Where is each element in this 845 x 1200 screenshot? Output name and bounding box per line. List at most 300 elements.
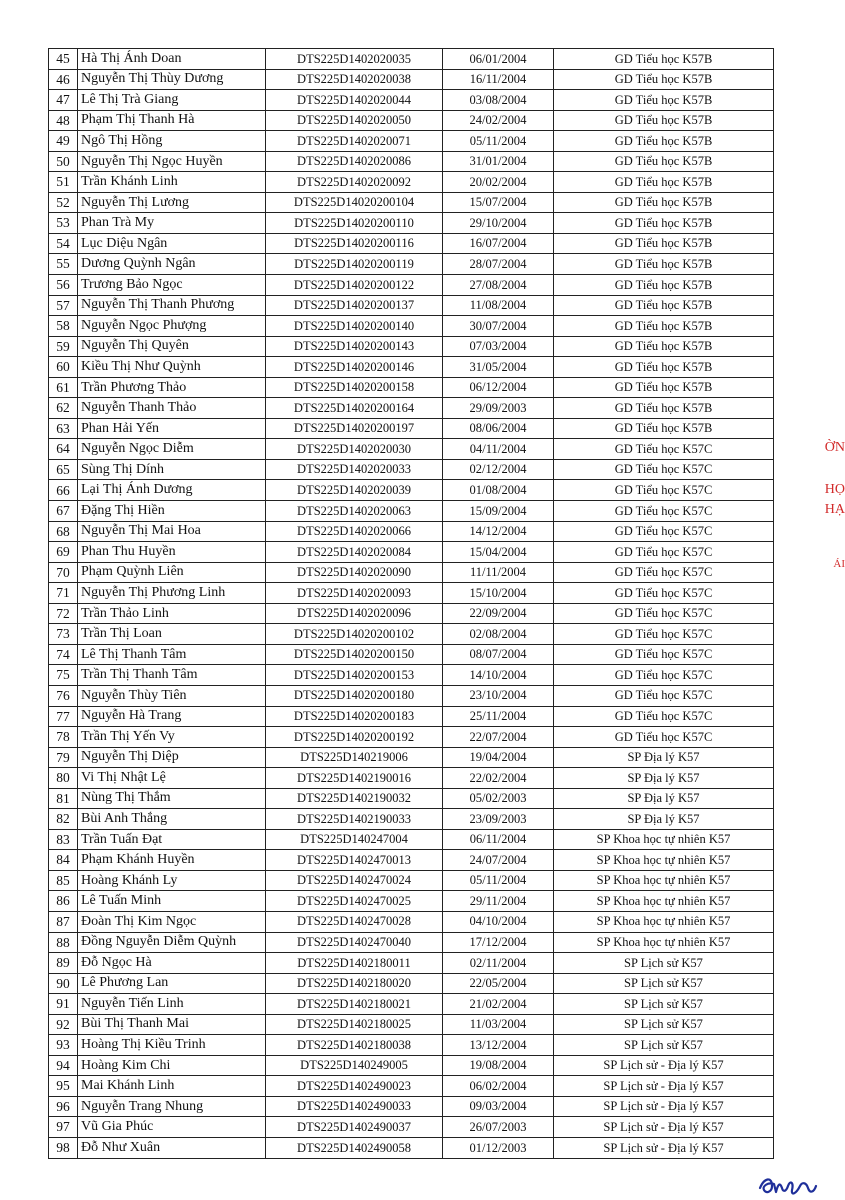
- table-row: [49, 151, 774, 172]
- student-code-cell: DTS225D14020200146: [266, 357, 443, 378]
- student-code-cell: DTS225D1402490033: [266, 1096, 443, 1117]
- birth-date-cell: 17/12/2004: [443, 932, 554, 953]
- student-name-cell: Nùng Thị Thắm: [78, 788, 266, 809]
- stt-cell: 57: [49, 295, 78, 316]
- student-name-cell: Nguyễn Thùy Tiên: [78, 685, 266, 706]
- student-name-cell: Lê Phương Lan: [78, 973, 266, 994]
- class-cell: SP Địa lý K57: [554, 768, 774, 789]
- table-row: [49, 747, 774, 768]
- seal-text-4: ÁI: [833, 558, 845, 570]
- stt-cell: 80: [49, 768, 78, 789]
- student-name-cell: Lê Tuấn Minh: [78, 891, 266, 912]
- table-row: [49, 911, 774, 932]
- student-code-cell: DTS225D1402020066: [266, 521, 443, 542]
- birth-date-cell: 24/07/2004: [443, 850, 554, 871]
- stt-cell: 82: [49, 809, 78, 830]
- stt-cell: 73: [49, 624, 78, 645]
- student-list-table: [48, 48, 774, 1159]
- stt-cell: 75: [49, 665, 78, 686]
- student-name-cell: Nguyễn Thị Thanh Phương: [78, 295, 266, 316]
- birth-date-cell: 05/11/2004: [443, 870, 554, 891]
- stt-cell: 86: [49, 891, 78, 912]
- student-code-cell: DTS225D1402180020: [266, 973, 443, 994]
- stt-cell: 84: [49, 850, 78, 871]
- birth-date-cell: 29/11/2004: [443, 891, 554, 912]
- class-cell: GD Tiểu học K57C: [554, 665, 774, 686]
- birth-date-cell: 16/11/2004: [443, 69, 554, 90]
- table-row: [49, 1117, 774, 1138]
- table-row: [49, 788, 774, 809]
- stt-cell: 65: [49, 459, 78, 480]
- student-name-cell: Nguyễn Hà Trang: [78, 706, 266, 727]
- stt-cell: 95: [49, 1076, 78, 1097]
- class-cell: GD Tiểu học K57C: [554, 521, 774, 542]
- stt-cell: 74: [49, 644, 78, 665]
- stt-cell: 45: [49, 49, 78, 70]
- student-name-cell: Đặng Thị Hiền: [78, 501, 266, 522]
- table-row: [49, 829, 774, 850]
- birth-date-cell: 06/11/2004: [443, 829, 554, 850]
- student-code-cell: DTS225D1402470028: [266, 911, 443, 932]
- student-code-cell: DTS225D1402020050: [266, 110, 443, 131]
- student-name-cell: Nguyễn Ngọc Diễm: [78, 439, 266, 460]
- student-name-cell: Nguyễn Trang Nhung: [78, 1096, 266, 1117]
- student-code-cell: DTS225D1402190032: [266, 788, 443, 809]
- table-row: [49, 233, 774, 254]
- stt-cell: 81: [49, 788, 78, 809]
- class-cell: SP Lịch sử K57: [554, 953, 774, 974]
- student-name-cell: Hoàng Thị Kiều Trinh: [78, 1035, 266, 1056]
- student-name-cell: Bùi Anh Thắng: [78, 809, 266, 830]
- table-row: [49, 192, 774, 213]
- class-cell: GD Tiểu học K57B: [554, 172, 774, 193]
- stt-cell: 59: [49, 336, 78, 357]
- birth-date-cell: 29/09/2003: [443, 398, 554, 419]
- student-code-cell: DTS225D1402180025: [266, 1014, 443, 1035]
- student-name-cell: Kiều Thị Như Quỳnh: [78, 357, 266, 378]
- student-code-cell: DTS225D14020200102: [266, 624, 443, 645]
- birth-date-cell: 02/11/2004: [443, 953, 554, 974]
- student-name-cell: Mai Khánh Linh: [78, 1076, 266, 1097]
- class-cell: GD Tiểu học K57C: [554, 727, 774, 748]
- stt-cell: 83: [49, 829, 78, 850]
- table-row: [49, 870, 774, 891]
- birth-date-cell: 13/12/2004: [443, 1035, 554, 1056]
- class-cell: GD Tiểu học K57C: [554, 439, 774, 460]
- stt-cell: 60: [49, 357, 78, 378]
- student-code-cell: DTS225D1402180011: [266, 953, 443, 974]
- table-row: [49, 624, 774, 645]
- class-cell: SP Khoa học tự nhiên K57: [554, 850, 774, 871]
- class-cell: GD Tiểu học K57C: [554, 583, 774, 604]
- class-cell: SP Địa lý K57: [554, 747, 774, 768]
- stt-cell: 54: [49, 233, 78, 254]
- class-cell: GD Tiểu học K57C: [554, 706, 774, 727]
- class-cell: SP Khoa học tự nhiên K57: [554, 891, 774, 912]
- class-cell: GD Tiểu học K57C: [554, 644, 774, 665]
- student-code-cell: DTS225D14020200122: [266, 275, 443, 296]
- student-code-cell: DTS225D1402020096: [266, 603, 443, 624]
- student-name-cell: Đỗ Ngọc Hà: [78, 953, 266, 974]
- table-row: [49, 172, 774, 193]
- table-row: [49, 254, 774, 275]
- class-cell: GD Tiểu học K57B: [554, 131, 774, 152]
- class-cell: SP Khoa học tự nhiên K57: [554, 932, 774, 953]
- student-code-cell: DTS225D1402020090: [266, 562, 443, 583]
- seal-text-2: HỌ: [824, 482, 845, 497]
- class-cell: GD Tiểu học K57B: [554, 418, 774, 439]
- table-row: [49, 1014, 774, 1035]
- stt-cell: 91: [49, 994, 78, 1015]
- student-name-cell: Hoàng Khánh Ly: [78, 870, 266, 891]
- table-row: [49, 521, 774, 542]
- class-cell: GD Tiểu học K57B: [554, 336, 774, 357]
- stt-cell: 68: [49, 521, 78, 542]
- birth-date-cell: 24/02/2004: [443, 110, 554, 131]
- student-name-cell: Lại Thị Ánh Dương: [78, 480, 266, 501]
- student-code-cell: DTS225D1402470040: [266, 932, 443, 953]
- student-name-cell: Nguyễn Thị Phương Linh: [78, 583, 266, 604]
- birth-date-cell: 08/07/2004: [443, 644, 554, 665]
- table-row: [49, 994, 774, 1015]
- red-seal-stamp: [818, 440, 845, 590]
- student-code-cell: DTS225D1402020092: [266, 172, 443, 193]
- birth-date-cell: 22/05/2004: [443, 973, 554, 994]
- stt-cell: 90: [49, 973, 78, 994]
- stt-cell: 77: [49, 706, 78, 727]
- birth-date-cell: 03/08/2004: [443, 90, 554, 111]
- birth-date-cell: 15/07/2004: [443, 192, 554, 213]
- student-code-cell: DTS225D1402470025: [266, 891, 443, 912]
- class-cell: SP Khoa học tự nhiên K57: [554, 911, 774, 932]
- student-code-cell: DTS225D1402180038: [266, 1035, 443, 1056]
- birth-date-cell: 26/07/2003: [443, 1117, 554, 1138]
- class-cell: GD Tiểu học K57B: [554, 69, 774, 90]
- student-code-cell: DTS225D1402190016: [266, 768, 443, 789]
- table-row: [49, 603, 774, 624]
- student-name-cell: Trần Thị Loan: [78, 624, 266, 645]
- student-name-cell: Vi Thị Nhật Lệ: [78, 768, 266, 789]
- table-row: [49, 275, 774, 296]
- student-code-cell: DTS225D1402020063: [266, 501, 443, 522]
- class-cell: SP Khoa học tự nhiên K57: [554, 829, 774, 850]
- student-code-cell: DTS225D1402020030: [266, 439, 443, 460]
- birth-date-cell: 09/03/2004: [443, 1096, 554, 1117]
- birth-date-cell: 08/06/2004: [443, 418, 554, 439]
- table-row: [49, 336, 774, 357]
- stt-cell: 58: [49, 316, 78, 337]
- student-code-cell: DTS225D14020200180: [266, 685, 443, 706]
- table-row: [49, 480, 774, 501]
- birth-date-cell: 22/07/2004: [443, 727, 554, 748]
- class-cell: GD Tiểu học K57C: [554, 685, 774, 706]
- stt-cell: 71: [49, 583, 78, 604]
- student-code-cell: DTS225D1402020071: [266, 131, 443, 152]
- table-row: [49, 295, 774, 316]
- student-name-cell: Hà Thị Ánh Doan: [78, 49, 266, 70]
- class-cell: SP Lịch sử - Địa lý K57: [554, 1117, 774, 1138]
- birth-date-cell: 04/11/2004: [443, 439, 554, 460]
- class-cell: SP Lịch sử K57: [554, 973, 774, 994]
- student-name-cell: Trần Thị Yến Vy: [78, 727, 266, 748]
- stt-cell: 47: [49, 90, 78, 111]
- stt-cell: 69: [49, 542, 78, 563]
- student-code-cell: DTS225D14020200116: [266, 233, 443, 254]
- table-row: [49, 973, 774, 994]
- student-name-cell: Lê Thị Trà Giang: [78, 90, 266, 111]
- student-name-cell: Dương Quỳnh Ngân: [78, 254, 266, 275]
- birth-date-cell: 16/07/2004: [443, 233, 554, 254]
- student-code-cell: DTS225D14020200153: [266, 665, 443, 686]
- class-cell: GD Tiểu học K57B: [554, 254, 774, 275]
- table-row: [49, 213, 774, 234]
- stt-cell: 55: [49, 254, 78, 275]
- birth-date-cell: 15/04/2004: [443, 542, 554, 563]
- table-row: [49, 377, 774, 398]
- student-code-cell: DTS225D1402020093: [266, 583, 443, 604]
- class-cell: GD Tiểu học K57B: [554, 192, 774, 213]
- birth-date-cell: 02/12/2004: [443, 459, 554, 480]
- table-row: [49, 850, 774, 871]
- birth-date-cell: 11/03/2004: [443, 1014, 554, 1035]
- class-cell: SP Địa lý K57: [554, 788, 774, 809]
- student-list-body: [49, 49, 774, 1159]
- student-code-cell: DTS225D1402490023: [266, 1076, 443, 1097]
- class-cell: GD Tiểu học K57B: [554, 316, 774, 337]
- student-code-cell: DTS225D1402490037: [266, 1117, 443, 1138]
- table-row: [49, 1035, 774, 1056]
- stt-cell: 50: [49, 151, 78, 172]
- student-name-cell: Trần Tuấn Đạt: [78, 829, 266, 850]
- student-code-cell: DTS225D14020200137: [266, 295, 443, 316]
- student-code-cell: DTS225D1402180021: [266, 994, 443, 1015]
- birth-date-cell: 01/08/2004: [443, 480, 554, 501]
- table-row: [49, 110, 774, 131]
- student-name-cell: Trần Thảo Linh: [78, 603, 266, 624]
- class-cell: GD Tiểu học K57B: [554, 377, 774, 398]
- student-name-cell: Nguyễn Thị Lương: [78, 192, 266, 213]
- stt-cell: 66: [49, 480, 78, 501]
- birth-date-cell: 19/08/2004: [443, 1055, 554, 1076]
- student-name-cell: Nguyễn Thị Quyên: [78, 336, 266, 357]
- student-code-cell: DTS225D14020200110: [266, 213, 443, 234]
- class-cell: GD Tiểu học K57C: [554, 542, 774, 563]
- stt-cell: 98: [49, 1137, 78, 1158]
- stt-cell: 97: [49, 1117, 78, 1138]
- class-cell: GD Tiểu học K57B: [554, 275, 774, 296]
- student-code-cell: DTS225D140249005: [266, 1055, 443, 1076]
- seal-text-1: ỜN: [824, 440, 845, 455]
- birth-date-cell: 06/01/2004: [443, 49, 554, 70]
- table-row: [49, 953, 774, 974]
- student-code-cell: DTS225D1402020084: [266, 542, 443, 563]
- table-row: [49, 1076, 774, 1097]
- class-cell: SP Lịch sử - Địa lý K57: [554, 1076, 774, 1097]
- student-code-cell: DTS225D1402190033: [266, 809, 443, 830]
- student-code-cell: DTS225D14020200183: [266, 706, 443, 727]
- table-row: [49, 583, 774, 604]
- stt-cell: 72: [49, 603, 78, 624]
- birth-date-cell: 04/10/2004: [443, 911, 554, 932]
- student-code-cell: DTS225D14020200119: [266, 254, 443, 275]
- student-name-cell: Phan Hải Yến: [78, 418, 266, 439]
- student-code-cell: DTS225D14020200150: [266, 644, 443, 665]
- stt-cell: 79: [49, 747, 78, 768]
- class-cell: GD Tiểu học K57C: [554, 459, 774, 480]
- birth-date-cell: 14/12/2004: [443, 521, 554, 542]
- table-row: [49, 90, 774, 111]
- student-name-cell: Trương Bảo Ngọc: [78, 275, 266, 296]
- student-name-cell: Trần Thị Thanh Tâm: [78, 665, 266, 686]
- class-cell: GD Tiểu học K57C: [554, 480, 774, 501]
- student-name-cell: Lục Diệu Ngân: [78, 233, 266, 254]
- table-row: [49, 316, 774, 337]
- table-row: [49, 685, 774, 706]
- student-name-cell: Nguyễn Thanh Thảo: [78, 398, 266, 419]
- student-code-cell: DTS225D1402020086: [266, 151, 443, 172]
- birth-date-cell: 11/08/2004: [443, 295, 554, 316]
- class-cell: SP Lịch sử K57: [554, 994, 774, 1015]
- birth-date-cell: 27/08/2004: [443, 275, 554, 296]
- table-row: [49, 1096, 774, 1117]
- student-code-cell: DTS225D1402490058: [266, 1137, 443, 1158]
- seal-text-3: HẠ: [824, 502, 845, 517]
- stt-cell: 87: [49, 911, 78, 932]
- birth-date-cell: 11/11/2004: [443, 562, 554, 583]
- birth-date-cell: 29/10/2004: [443, 213, 554, 234]
- table-row: [49, 131, 774, 152]
- table-row: [49, 562, 774, 583]
- birth-date-cell: 28/07/2004: [443, 254, 554, 275]
- birth-date-cell: 15/10/2004: [443, 583, 554, 604]
- student-code-cell: DTS225D1402020038: [266, 69, 443, 90]
- student-code-cell: DTS225D14020200197: [266, 418, 443, 439]
- student-name-cell: Vũ Gia Phúc: [78, 1117, 266, 1138]
- class-cell: SP Lịch sử K57: [554, 1035, 774, 1056]
- student-code-cell: DTS225D1402020044: [266, 90, 443, 111]
- stt-cell: 52: [49, 192, 78, 213]
- student-name-cell: Phạm Khánh Huyền: [78, 850, 266, 871]
- class-cell: SP Lịch sử - Địa lý K57: [554, 1137, 774, 1158]
- stt-cell: 51: [49, 172, 78, 193]
- class-cell: GD Tiểu học K57C: [554, 501, 774, 522]
- student-name-cell: Lê Thị Thanh Tâm: [78, 644, 266, 665]
- class-cell: GD Tiểu học K57B: [554, 233, 774, 254]
- birth-date-cell: 19/04/2004: [443, 747, 554, 768]
- birth-date-cell: 14/10/2004: [443, 665, 554, 686]
- stt-cell: 53: [49, 213, 78, 234]
- table-row: [49, 501, 774, 522]
- stt-cell: 92: [49, 1014, 78, 1035]
- stt-cell: 88: [49, 932, 78, 953]
- student-code-cell: DTS225D1402470024: [266, 870, 443, 891]
- stt-cell: 93: [49, 1035, 78, 1056]
- student-code-cell: DTS225D1402020033: [266, 459, 443, 480]
- stt-cell: 62: [49, 398, 78, 419]
- student-name-cell: Nguyễn Tiến Linh: [78, 994, 266, 1015]
- table-row: [49, 891, 774, 912]
- birth-date-cell: 31/01/2004: [443, 151, 554, 172]
- birth-date-cell: 01/12/2003: [443, 1137, 554, 1158]
- class-cell: SP Lịch sử - Địa lý K57: [554, 1055, 774, 1076]
- table-row: [49, 439, 774, 460]
- table-row: [49, 932, 774, 953]
- stt-cell: 67: [49, 501, 78, 522]
- class-cell: GD Tiểu học K57B: [554, 295, 774, 316]
- table-row: [49, 49, 774, 70]
- table-row: [49, 459, 774, 480]
- student-name-cell: Sùng Thị Dính: [78, 459, 266, 480]
- table-row: [49, 644, 774, 665]
- birth-date-cell: 25/11/2004: [443, 706, 554, 727]
- student-code-cell: DTS225D1402470013: [266, 850, 443, 871]
- student-name-cell: Phan Thu Huyền: [78, 542, 266, 563]
- birth-date-cell: 30/07/2004: [443, 316, 554, 337]
- stt-cell: 64: [49, 439, 78, 460]
- stt-cell: 61: [49, 377, 78, 398]
- student-code-cell: DTS225D14020200192: [266, 727, 443, 748]
- student-name-cell: Ngô Thị Hồng: [78, 131, 266, 152]
- student-name-cell: Nguyễn Ngọc Phượng: [78, 316, 266, 337]
- birth-date-cell: 07/03/2004: [443, 336, 554, 357]
- birth-date-cell: 21/02/2004: [443, 994, 554, 1015]
- table-row: [49, 809, 774, 830]
- student-name-cell: Nguyễn Thị Ngọc Huyền: [78, 151, 266, 172]
- stt-cell: 94: [49, 1055, 78, 1076]
- class-cell: GD Tiểu học K57C: [554, 562, 774, 583]
- stt-cell: 78: [49, 727, 78, 748]
- student-name-cell: Đồng Nguyễn Diễm Quỳnh: [78, 932, 266, 953]
- student-name-cell: Nguyễn Thị Diệp: [78, 747, 266, 768]
- table-row: [49, 727, 774, 748]
- table-row: [49, 1137, 774, 1158]
- stt-cell: 46: [49, 69, 78, 90]
- table-row: [49, 398, 774, 419]
- stt-cell: 63: [49, 418, 78, 439]
- table-row: [49, 69, 774, 90]
- birth-date-cell: 22/09/2004: [443, 603, 554, 624]
- stt-cell: 85: [49, 870, 78, 891]
- class-cell: GD Tiểu học K57B: [554, 110, 774, 131]
- birth-date-cell: 02/08/2004: [443, 624, 554, 645]
- stt-cell: 48: [49, 110, 78, 131]
- birth-date-cell: 22/02/2004: [443, 768, 554, 789]
- table-row: [49, 706, 774, 727]
- class-cell: SP Khoa học tự nhiên K57: [554, 870, 774, 891]
- student-code-cell: DTS225D1402020039: [266, 480, 443, 501]
- student-name-cell: Đoàn Thị Kim Ngọc: [78, 911, 266, 932]
- stt-cell: 56: [49, 275, 78, 296]
- table-row: [49, 357, 774, 378]
- birth-date-cell: 31/05/2004: [443, 357, 554, 378]
- class-cell: GD Tiểu học K57C: [554, 624, 774, 645]
- class-cell: SP Lịch sử K57: [554, 1014, 774, 1035]
- birth-date-cell: 06/02/2004: [443, 1076, 554, 1097]
- student-name-cell: Hoàng Kim Chi: [78, 1055, 266, 1076]
- birth-date-cell: 05/11/2004: [443, 131, 554, 152]
- class-cell: GD Tiểu học K57B: [554, 151, 774, 172]
- student-code-cell: DTS225D14020200164: [266, 398, 443, 419]
- student-name-cell: Nguyễn Thị Thùy Dương: [78, 69, 266, 90]
- class-cell: SP Lịch sử - Địa lý K57: [554, 1096, 774, 1117]
- class-cell: SP Địa lý K57: [554, 809, 774, 830]
- class-cell: GD Tiểu học K57B: [554, 49, 774, 70]
- student-name-cell: Nguyễn Thị Mai Hoa: [78, 521, 266, 542]
- birth-date-cell: 23/10/2004: [443, 685, 554, 706]
- stt-cell: 76: [49, 685, 78, 706]
- table-row: [49, 768, 774, 789]
- class-cell: GD Tiểu học K57B: [554, 398, 774, 419]
